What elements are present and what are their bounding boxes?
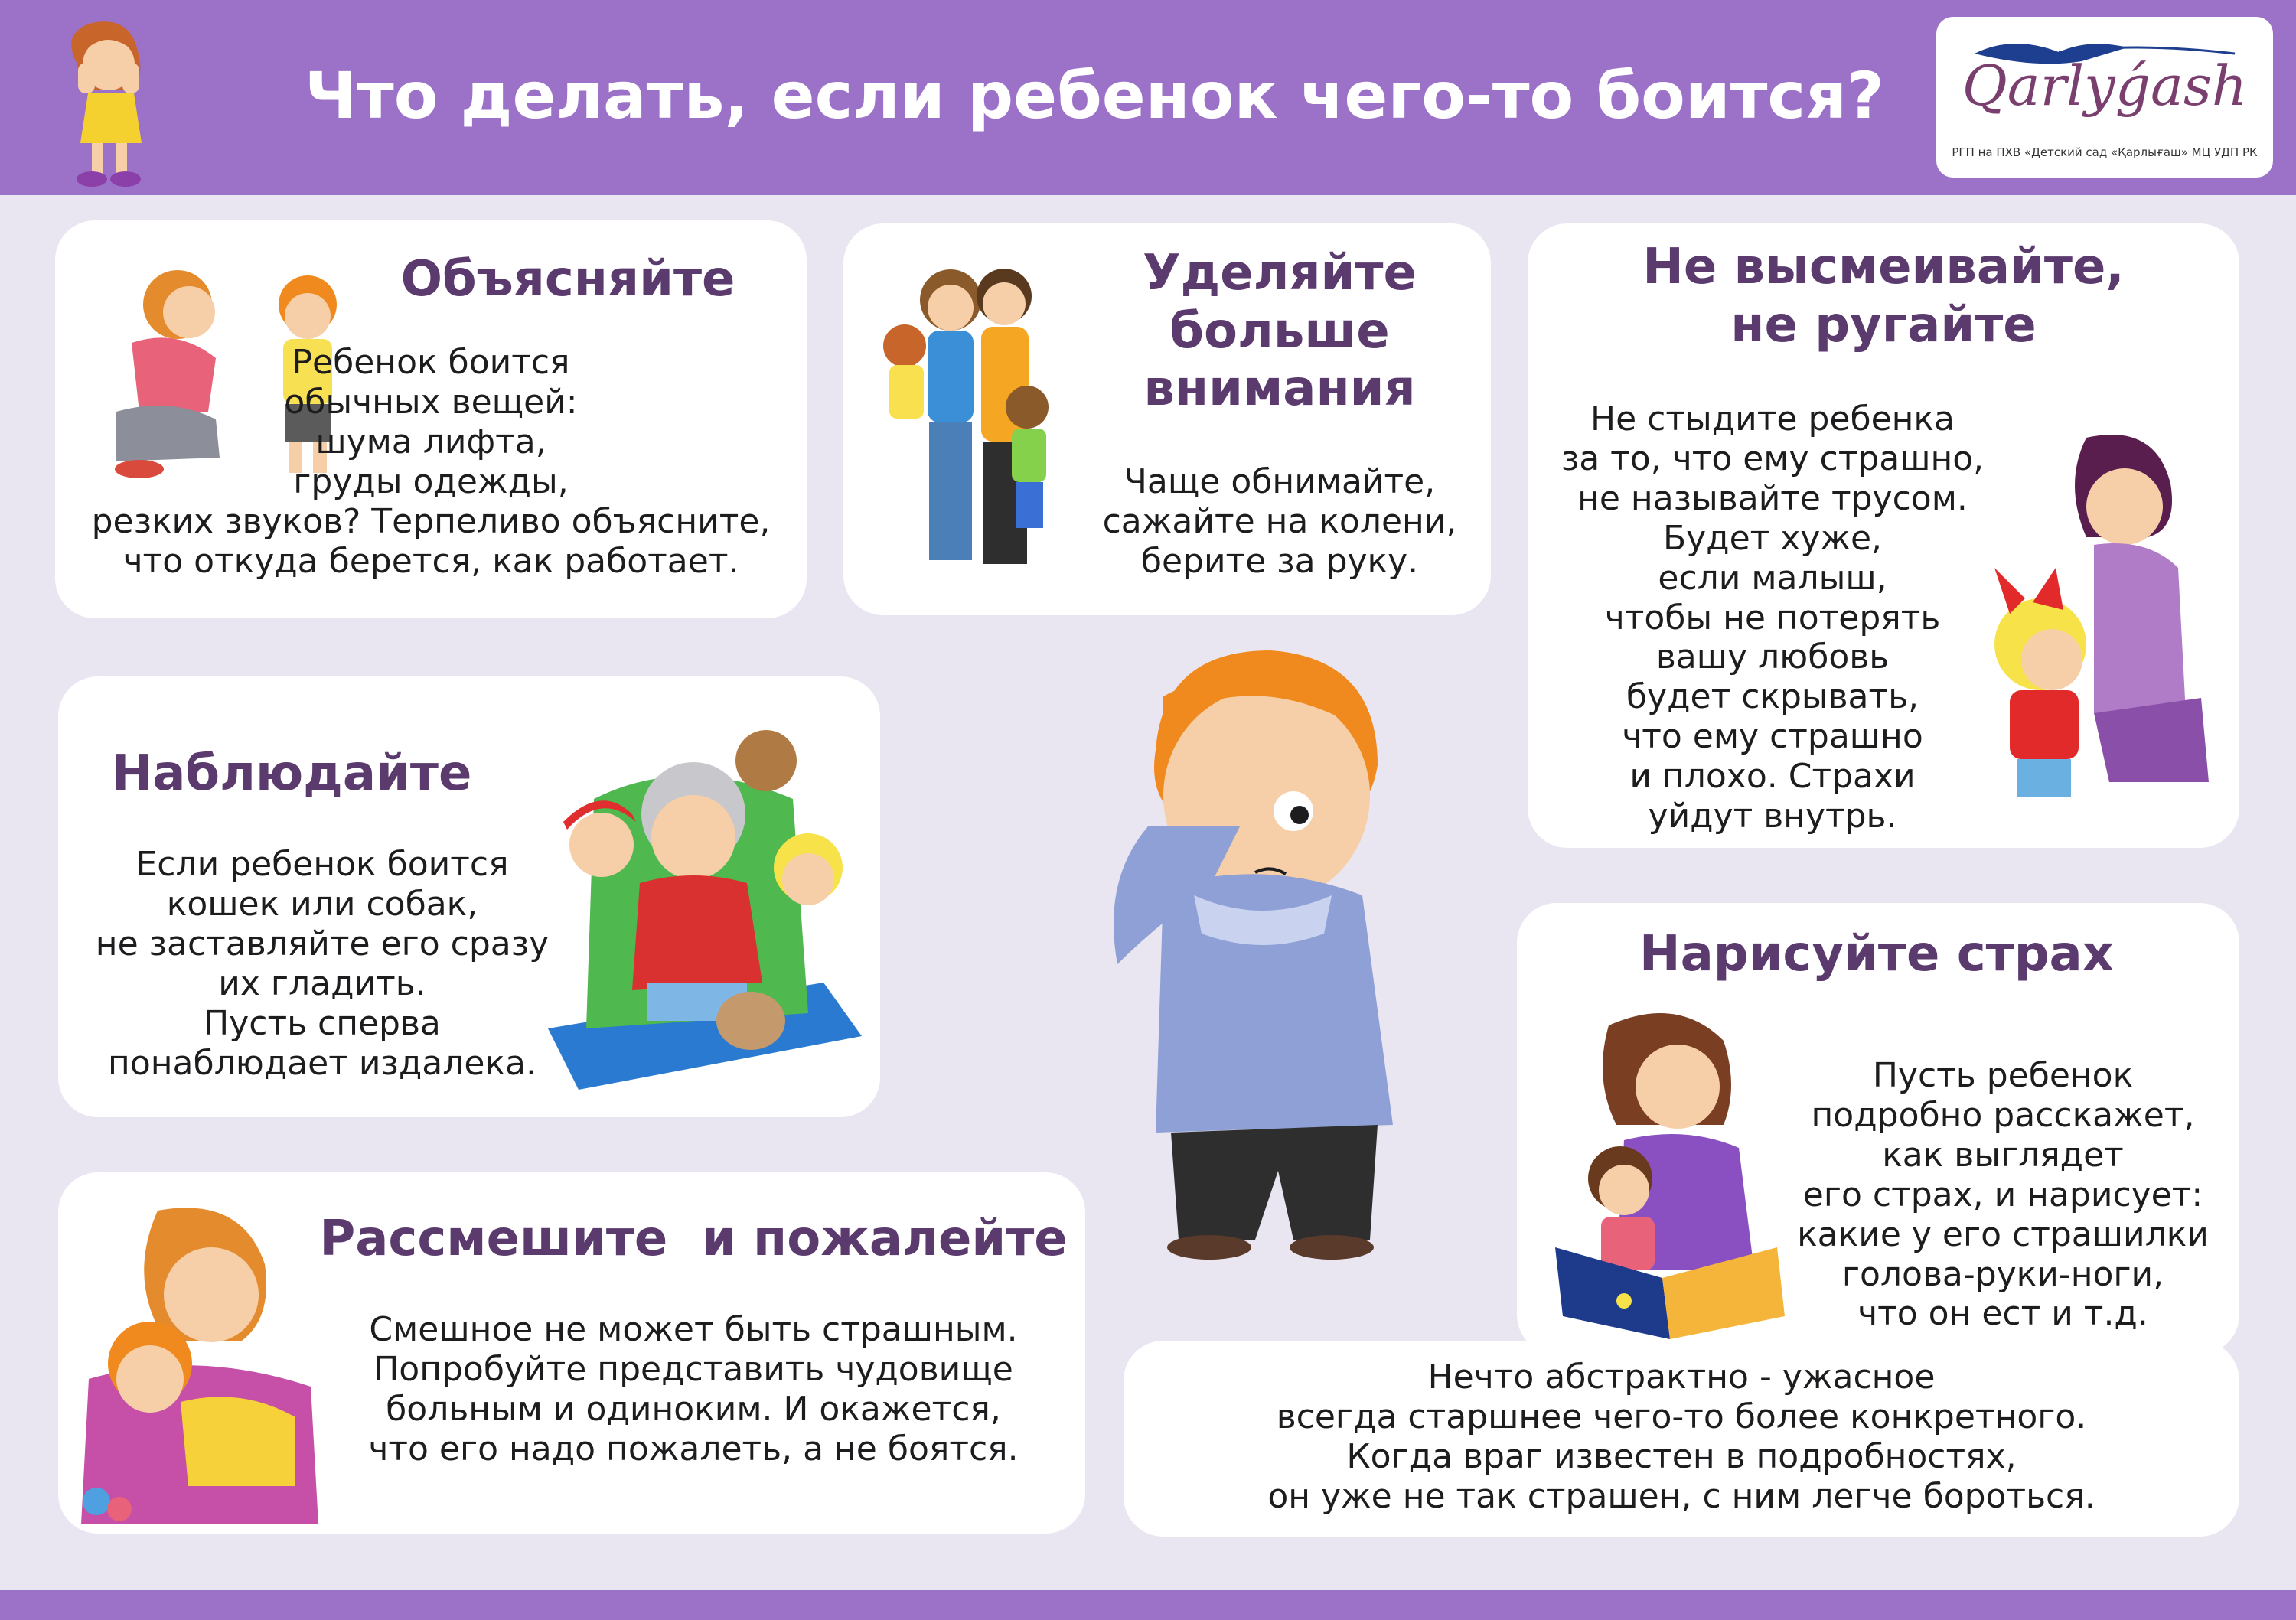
card-attention (843, 223, 1491, 615)
card-attention-heading: Уделяйте больше внимания (1143, 245, 1417, 418)
bottom-bar (0, 1590, 2296, 1620)
card-attention-body: Чаще обнимайте, сажайте на колени, берите за руку. (1102, 462, 1457, 581)
family-illustration (859, 254, 1088, 591)
card-abstract-body: Нечто абстрактно - ужасное всегда старшнее чего-то более конкретного. Когда враг известен в подробностях, он уже не так страшен, с ним легче бороться. (1267, 1358, 2095, 1516)
mother-comforting-child-illustration (1979, 422, 2224, 820)
card-abstract (1124, 1341, 2239, 1537)
scared-girl-illustration (46, 9, 168, 193)
card-explain-heading: Объясняйте (400, 251, 735, 308)
qarlygash-logo (1936, 17, 2273, 178)
logo-caption: РГП на ПХВ «Детский сад «Қарлығаш» МЦ УДП РК (1952, 145, 2258, 159)
mother-hugging-child-illustration (66, 1195, 326, 1532)
card-explain (55, 220, 807, 618)
card-draw (1517, 903, 2239, 1354)
card-observe-heading: Наблюдайте (111, 745, 472, 802)
card-draw-heading: Нарисуйте страх (1639, 926, 2114, 983)
card-observe (58, 676, 880, 1117)
crying-boy-illustration (1071, 635, 1454, 1270)
card-no-mock (1528, 223, 2239, 848)
card-no-mock-heading: Не высмеивайте, не ругайте (1642, 239, 2125, 354)
card-laugh-body: Смешное не может быть страшным. Попробуйте представить чудовище больным и одиноким. И окажется, что его надо пожалеть, а не боятся. (368, 1310, 1019, 1468)
card-no-mock-body: Не стыдите ребенка за то, что ему страшно, не называйте трусом. Будет хуже, если малыш, чтобы не потерять вашу любовь будет скрывать, что ему страшно и плохо. Страхи уйдут внутрь. (1561, 399, 1985, 836)
mother-daughter-book-illustration (1548, 995, 1800, 1347)
card-laugh-heading: Рассмешите и пожалейте (319, 1211, 1068, 1267)
card-observe-body: Если ребенок боится кошек или собак, не заставляйте его сразу их гладить. Пусть сперва понаблюдает издалека. (95, 845, 550, 1083)
page-title: Что делать, если ребенок чего-то боится? (305, 58, 1884, 133)
card-laugh (58, 1172, 1085, 1534)
card-draw-body: Пусть ребенок подробно расскажет, как выглядет его страх, и нарисует: какие у его страшилки голова-руки-ноги, что он ест и т.д. (1797, 1056, 2209, 1334)
logo-wordmark: Qarlyǵash (1962, 54, 2248, 118)
grandmother-children-illustration (533, 707, 869, 1090)
card-explain-body: Ребенок боится обычных вещей: шума лифта, груды одежды, резких звуков? Терпеливо объясните, что откуда берется, как работает. (91, 343, 771, 581)
